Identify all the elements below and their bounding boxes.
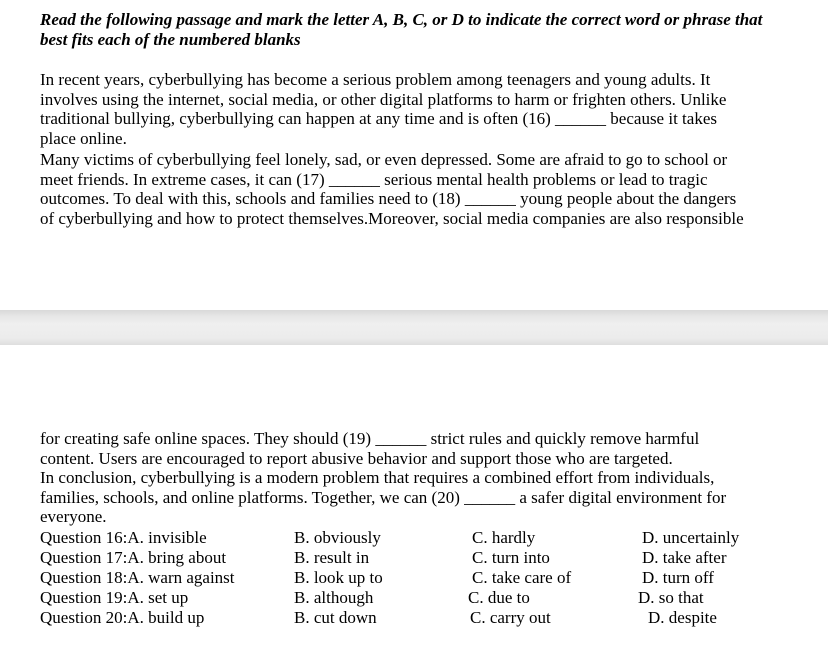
passage-paragraph-3 — [40, 429, 780, 468]
question-16-option-a — [40, 528, 207, 548]
option-a: A. warn against — [127, 568, 235, 587]
question-19-option-d: D. so that — [638, 588, 704, 607]
question-16-option-c: C. hardly — [472, 528, 536, 547]
question-18-option-b: B. look up to — [294, 568, 383, 587]
passage-line: In recent years, cyberbullying has become a serious problem among teenagers and young adults. It — [40, 70, 711, 89]
passage-line: everyone. — [40, 507, 107, 526]
question-20-option-c: C. carry out — [470, 608, 551, 627]
question-20-option-d: D. despite — [648, 608, 717, 627]
question-label: Question 20: — [40, 608, 128, 627]
question-20-option-a — [40, 608, 204, 628]
option-a: A. build up — [127, 608, 205, 627]
passage-line: involves using the internet, social media, or other digital platforms to harm or frighten others. Unlike — [40, 89, 727, 109]
question-18-option-c: C. take care of — [472, 568, 572, 587]
instruction-heading: Read the following passage and mark the letter A, B, C, or D to indicate the correct word or phrase that best fits each of the numbered blanks — [40, 10, 763, 49]
option-a: A. invisible — [127, 528, 207, 547]
question-19-option-c: C. due to — [468, 588, 530, 607]
question-18-option-a — [40, 568, 235, 588]
question-17-option-c: C. turn into — [472, 548, 550, 567]
passage-line: place online. — [40, 128, 127, 148]
passage-line: Many victims of cyberbullying feel lonely, sad, or even depressed. Some are afraid to go to school or — [40, 150, 728, 169]
question-label: Question 17: — [40, 548, 128, 567]
passage-line: families, schools, and online platforms. Together, we can (20) ______ a safer digital environment for — [40, 487, 727, 507]
passage-line: outcomes. To deal with this, schools and families need to (18) ______ young people about the dangers — [40, 189, 737, 208]
question-label: Question 18: — [40, 568, 128, 587]
passage-paragraph-4 — [40, 468, 780, 527]
question-17-option-a — [40, 548, 226, 568]
option-a: A. set up — [127, 588, 189, 607]
passage-line: content. Users are encouraged to report abusive behavior and support those who are targeted. — [40, 448, 673, 468]
question-18-option-d: D. turn off — [642, 568, 714, 587]
option-a: A. bring about — [127, 548, 227, 567]
passage-line: for creating safe online spaces. They should (19) ______ strict rules and quickly remove harmful — [40, 429, 700, 448]
passage-line: traditional bullying, cyberbullying can happen at any time and is often (16) ______ because it takes — [40, 109, 717, 128]
question-20-option-b: B. cut down — [294, 608, 377, 627]
passage-line: In conclusion, cyberbullying is a modern problem that requires a combined effort from individuals, — [40, 468, 715, 487]
question-label: Question 19: — [40, 588, 128, 607]
question-label: Question 16: — [40, 528, 128, 547]
page-top — [0, 0, 828, 310]
page-bottom — [0, 345, 828, 658]
passage-paragraph-1 — [40, 70, 780, 148]
page-break-divider — [0, 310, 828, 345]
passage-paragraph-2 — [40, 150, 780, 228]
question-16-option-d: D. uncertainly — [642, 528, 740, 547]
question-17-option-b: B. result in — [294, 548, 370, 567]
question-17-option-d: D. take after — [642, 548, 727, 567]
question-16-option-b: B. obviously — [294, 528, 381, 547]
passage-line: of cyberbullying and how to protect themselves.Moreover, social media companies are also responsible — [40, 208, 744, 228]
question-19-option-a — [40, 588, 188, 608]
passage-line: meet friends. In extreme cases, it can (17) ______ serious mental health problems or lead to tragic — [40, 169, 708, 189]
question-19-option-b: B. although — [294, 588, 374, 607]
